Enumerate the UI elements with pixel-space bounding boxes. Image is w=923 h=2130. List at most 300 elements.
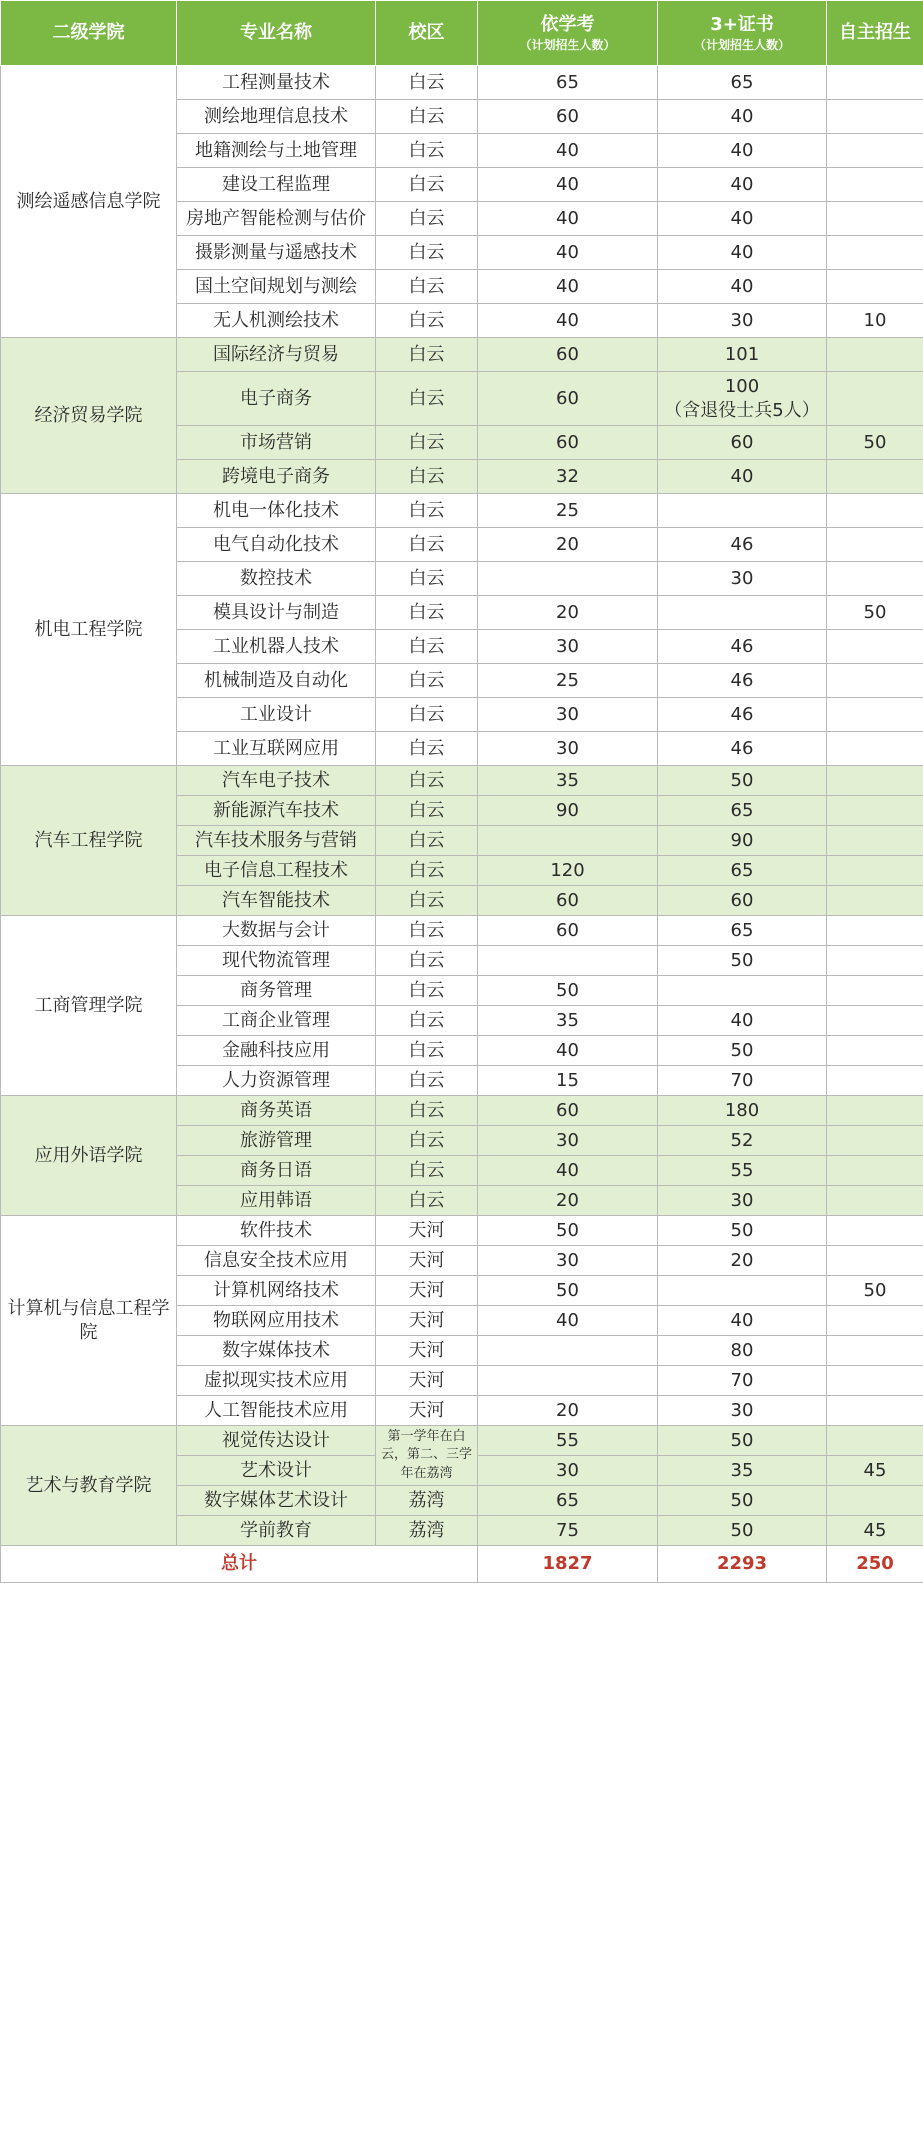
campus-cell: 白云 [376,528,478,562]
campus-cell: 白云 [376,856,478,886]
campus-cell: 天河 [376,1396,478,1426]
self-cell [827,562,923,596]
major-cell: 房地产智能检测与估价 [177,202,376,236]
major-cell: 国际经济与贸易 [177,338,376,372]
total-label: 总计 [1,1546,478,1583]
major-cell: 计算机网络技术 [177,1276,376,1306]
cert-cell [658,856,827,886]
cert-cell [658,1156,827,1186]
campus-cell: 白云 [376,426,478,460]
exam-cell: 40 [478,270,658,304]
cert-cell [658,1366,827,1396]
cert-value: 50 [730,1429,754,1451]
cert-value: 50 [730,769,754,791]
self-cell [827,202,923,236]
cert-value: 30 [730,1399,754,1421]
exam-cell: 30 [478,1246,658,1276]
cert-cell [658,1336,827,1366]
exam-cell: 65 [478,1486,658,1516]
cert-cell [658,1396,827,1426]
cert-value: 50 [730,1519,754,1541]
major-cell: 无人机测绘技术 [177,304,376,338]
cert-value: 65 [730,859,754,881]
major-cell: 模具设计与制造 [177,596,376,630]
table-body [1,66,923,1546]
self-cell [827,338,923,372]
cert-value: 46 [730,703,754,725]
self-cell [827,1486,923,1516]
campus-cell: 白云 [376,1066,478,1096]
self-cell [827,236,923,270]
cert-cell [658,134,827,168]
total-exam: 1827 [478,1546,658,1583]
major-cell: 汽车电子技术 [177,766,376,796]
cert-cell [658,916,827,946]
campus-cell: 白云 [376,372,478,426]
cert-value: 65 [730,799,754,821]
table-row [1,1426,923,1456]
cert-cell [658,304,827,338]
table-row [1,1096,923,1126]
table-row [1,66,923,100]
campus-cell: 白云 [376,916,478,946]
campus-cell: 白云 [376,826,478,856]
campus-cell: 白云 [376,732,478,766]
cert-value: 40 [730,241,754,263]
cert-value: 100 [724,376,760,398]
self-cell [827,1396,923,1426]
campus-cell: 白云 [376,1186,478,1216]
header-row [1,1,923,66]
table-row [1,1216,923,1246]
exam-cell: 15 [478,1066,658,1096]
major-cell: 信息安全技术应用 [177,1246,376,1276]
exam-cell: 75 [478,1516,658,1546]
exam-cell: 60 [478,1096,658,1126]
cert-value: 65 [730,71,754,93]
self-cell [827,766,923,796]
cert-cell [658,732,827,766]
self-cell [827,270,923,304]
cert-cell [658,1486,827,1516]
self-cell [827,630,923,664]
cert-value: 40 [730,1309,754,1331]
cert-cell [658,1186,827,1216]
cert-value: 50 [730,1039,754,1061]
college-cell: 机电工程学院 [1,494,177,766]
cert-cell [658,528,827,562]
self-cell [827,1246,923,1276]
cert-cell [658,826,827,856]
cert-cell [658,372,827,426]
cert-cell [658,168,827,202]
header-cert-title: 3+证书 [710,13,774,35]
header-exam-sub: （计划招生人数） [519,37,616,52]
cert-cell [658,1516,827,1546]
cert-cell [658,946,827,976]
cert-cell [658,886,827,916]
self-cell [827,1126,923,1156]
college-cell: 计算机与信息工程学院 [1,1216,177,1426]
exam-cell: 40 [478,134,658,168]
major-cell: 工业设计 [177,698,376,732]
cert-note: （含退役士兵5人） [664,399,820,421]
self-cell [827,826,923,856]
campus-cell: 白云 [376,338,478,372]
self-cell [827,1306,923,1336]
cert-value: 46 [730,635,754,657]
exam-cell: 35 [478,1006,658,1036]
cert-value: 101 [724,343,760,365]
self-cell [827,1036,923,1066]
cert-cell [658,270,827,304]
exam-cell: 50 [478,1216,658,1246]
self-cell [827,1006,923,1036]
table-row [1,766,923,796]
exam-cell: 30 [478,698,658,732]
campus-cell: 白云 [376,562,478,596]
cert-value: 35 [730,1459,754,1481]
exam-cell: 30 [478,1456,658,1486]
total-cert: 2293 [658,1546,827,1583]
self-cell [827,100,923,134]
major-cell: 现代物流管理 [177,946,376,976]
self-cell [827,168,923,202]
cert-value: 80 [730,1339,754,1361]
major-cell: 软件技术 [177,1216,376,1246]
exam-cell: 40 [478,1306,658,1336]
cert-value: 180 [724,1099,760,1121]
exam-cell: 30 [478,732,658,766]
cert-value: 30 [730,1189,754,1211]
self-cell [827,528,923,562]
exam-cell: 30 [478,630,658,664]
college-cell: 经济贸易学院 [1,338,177,494]
cert-value: 40 [730,1009,754,1031]
major-cell: 数字媒体技术 [177,1336,376,1366]
exam-cell: 50 [478,976,658,1006]
cert-cell [658,1006,827,1036]
self-cell [827,916,923,946]
self-cell [827,1336,923,1366]
major-cell: 机电一体化技术 [177,494,376,528]
table-row [1,494,923,528]
major-cell: 人力资源管理 [177,1066,376,1096]
campus-cell: 白云 [376,100,478,134]
major-cell: 测绘地理信息技术 [177,100,376,134]
campus-cell: 天河 [376,1276,478,1306]
table-row [1,916,923,946]
cert-value: 50 [730,1489,754,1511]
campus-cell: 白云 [376,886,478,916]
major-cell: 汽车智能技术 [177,886,376,916]
cert-cell [658,236,827,270]
exam-cell [478,1336,658,1366]
cert-value: 60 [730,889,754,911]
exam-cell: 20 [478,1186,658,1216]
major-cell: 工程测量技术 [177,66,376,100]
campus-cell: 白云 [376,134,478,168]
campus-cell: 荔湾 [376,1486,478,1516]
college-cell: 艺术与教育学院 [1,1426,177,1546]
campus-cell: 白云 [376,460,478,494]
header-college: 二级学院 [1,1,177,66]
header-self: 自主招生 [827,1,923,66]
campus-cell: 天河 [376,1246,478,1276]
cert-cell [658,1066,827,1096]
campus-cell: 白云 [376,1126,478,1156]
college-cell: 测绘遥感信息学院 [1,66,177,338]
exam-cell: 60 [478,426,658,460]
major-cell: 工业互联网应用 [177,732,376,766]
cert-cell [658,426,827,460]
cert-value: 90 [730,829,754,851]
cert-value: 65 [730,919,754,941]
cert-cell [658,796,827,826]
major-cell: 地籍测绘与土地管理 [177,134,376,168]
total-row [1,1546,923,1583]
exam-cell: 50 [478,1276,658,1306]
major-cell: 汽车技术服务与营销 [177,826,376,856]
self-cell: 45 [827,1456,923,1486]
campus-cell: 白云 [376,664,478,698]
exam-cell: 40 [478,168,658,202]
cert-value: 70 [730,1369,754,1391]
cert-cell [658,1216,827,1246]
self-cell [827,664,923,698]
table-row [1,338,923,372]
exam-cell: 60 [478,916,658,946]
campus-cell: 白云 [376,1036,478,1066]
campus-cell: 白云 [376,494,478,528]
campus-cell: 白云 [376,796,478,826]
campus-cell: 白云 [376,1096,478,1126]
major-cell: 市场营销 [177,426,376,460]
header-exam-title: 依学考 [540,13,595,35]
exam-cell: 35 [478,766,658,796]
cert-value: 52 [730,1129,754,1151]
campus-cell: 白云 [376,596,478,630]
cert-value: 40 [730,465,754,487]
campus-note-cell: 第一学年在白云，第二、三学年在荔湾 [376,1426,478,1486]
exam-cell: 40 [478,1036,658,1066]
cert-cell [658,1426,827,1456]
major-cell: 摄影测量与遥感技术 [177,236,376,270]
exam-cell: 40 [478,202,658,236]
cert-cell [658,766,827,796]
major-cell: 电子信息工程技术 [177,856,376,886]
major-cell: 数字媒体艺术设计 [177,1486,376,1516]
major-cell: 商务日语 [177,1156,376,1186]
exam-cell: 25 [478,664,658,698]
campus-cell: 白云 [376,766,478,796]
campus-cell: 天河 [376,1216,478,1246]
total-self: 250 [827,1546,923,1583]
exam-cell: 40 [478,304,658,338]
cert-value: 40 [730,173,754,195]
campus-cell: 荔湾 [376,1516,478,1546]
exam-cell: 20 [478,528,658,562]
self-cell [827,460,923,494]
exam-cell: 90 [478,796,658,826]
cert-value: 50 [730,1219,754,1241]
self-cell [827,1366,923,1396]
self-cell [827,372,923,426]
major-cell: 金融科技应用 [177,1036,376,1066]
cert-cell [658,100,827,134]
self-cell [827,1066,923,1096]
campus-cell: 白云 [376,976,478,1006]
cert-value: 46 [730,669,754,691]
self-cell [827,1156,923,1186]
cert-cell [658,494,827,528]
major-cell: 建设工程监理 [177,168,376,202]
campus-cell: 白云 [376,630,478,664]
major-cell: 新能源汽车技术 [177,796,376,826]
campus-cell: 白云 [376,66,478,100]
self-cell [827,856,923,886]
exam-cell: 20 [478,596,658,630]
cert-value: 46 [730,737,754,759]
self-cell [827,976,923,1006]
major-cell: 工业机器人技术 [177,630,376,664]
header-exam [478,1,658,66]
major-cell: 数控技术 [177,562,376,596]
exam-cell: 25 [478,494,658,528]
self-cell [827,886,923,916]
major-cell: 电气自动化技术 [177,528,376,562]
cert-value: 60 [730,431,754,453]
exam-cell: 32 [478,460,658,494]
major-cell: 商务管理 [177,976,376,1006]
self-cell [827,494,923,528]
major-cell: 人工智能技术应用 [177,1396,376,1426]
cert-value: 40 [730,275,754,297]
cert-value: 55 [730,1159,754,1181]
self-cell [827,946,923,976]
exam-cell: 120 [478,856,658,886]
major-cell: 电子商务 [177,372,376,426]
cert-value: 20 [730,1249,754,1271]
campus-cell: 白云 [376,698,478,732]
exam-cell: 40 [478,236,658,270]
exam-cell: 65 [478,66,658,100]
exam-cell: 40 [478,1156,658,1186]
self-cell [827,66,923,100]
campus-cell: 天河 [376,1366,478,1396]
self-cell [827,1186,923,1216]
exam-cell [478,826,658,856]
major-cell: 机械制造及自动化 [177,664,376,698]
cert-cell [658,66,827,100]
major-cell: 视觉传达设计 [177,1426,376,1456]
major-cell: 跨境电子商务 [177,460,376,494]
campus-cell: 白云 [376,168,478,202]
exam-cell [478,1366,658,1396]
self-cell: 50 [827,1276,923,1306]
exam-cell: 55 [478,1426,658,1456]
cert-cell [658,1246,827,1276]
exam-cell: 60 [478,372,658,426]
cert-value: 70 [730,1069,754,1091]
exam-cell: 20 [478,1396,658,1426]
cert-value: 46 [730,533,754,555]
cert-value: 40 [730,207,754,229]
exam-cell: 30 [478,1126,658,1156]
cert-cell [658,1036,827,1066]
self-cell [827,1426,923,1456]
header-cert [658,1,827,66]
major-cell: 虚拟现实技术应用 [177,1366,376,1396]
major-cell: 学前教育 [177,1516,376,1546]
self-cell [827,1096,923,1126]
self-cell: 50 [827,596,923,630]
exam-cell: 60 [478,100,658,134]
cert-cell [658,698,827,732]
major-cell: 大数据与会计 [177,916,376,946]
campus-cell: 白云 [376,270,478,304]
cert-value: 30 [730,567,754,589]
cert-cell [658,976,827,1006]
self-cell: 45 [827,1516,923,1546]
campus-cell: 白云 [376,1006,478,1036]
campus-cell: 白云 [376,1156,478,1186]
header-campus: 校区 [376,1,478,66]
self-cell [827,796,923,826]
cert-cell [658,562,827,596]
cert-cell [658,1456,827,1486]
college-cell: 工商管理学院 [1,916,177,1096]
exam-cell: 60 [478,886,658,916]
major-cell: 物联网应用技术 [177,1306,376,1336]
self-cell [827,698,923,732]
cert-value: 40 [730,139,754,161]
campus-cell: 白云 [376,236,478,270]
college-cell: 应用外语学院 [1,1096,177,1216]
cert-cell [658,664,827,698]
major-cell: 应用韩语 [177,1186,376,1216]
campus-cell: 白云 [376,202,478,236]
major-cell: 商务英语 [177,1096,376,1126]
cert-cell [658,1126,827,1156]
major-cell: 旅游管理 [177,1126,376,1156]
cert-cell [658,202,827,236]
self-cell [827,732,923,766]
college-cell: 汽车工程学院 [1,766,177,916]
campus-cell: 天河 [376,1306,478,1336]
major-cell: 工商企业管理 [177,1006,376,1036]
cert-cell [658,460,827,494]
cert-cell [658,630,827,664]
campus-cell: 天河 [376,1336,478,1366]
exam-cell: 60 [478,338,658,372]
self-cell: 10 [827,304,923,338]
major-cell: 国土空间规划与测绘 [177,270,376,304]
cert-value: 30 [730,309,754,331]
cert-value: 50 [730,949,754,971]
cert-value: 40 [730,105,754,127]
cert-cell [658,1096,827,1126]
header-major: 专业名称 [177,1,376,66]
cert-cell [658,338,827,372]
cert-cell [658,1276,827,1306]
self-cell [827,1216,923,1246]
campus-cell: 白云 [376,304,478,338]
cert-cell [658,596,827,630]
major-cell: 艺术设计 [177,1456,376,1486]
header-cert-sub: （计划招生人数） [693,37,790,52]
exam-cell [478,562,658,596]
